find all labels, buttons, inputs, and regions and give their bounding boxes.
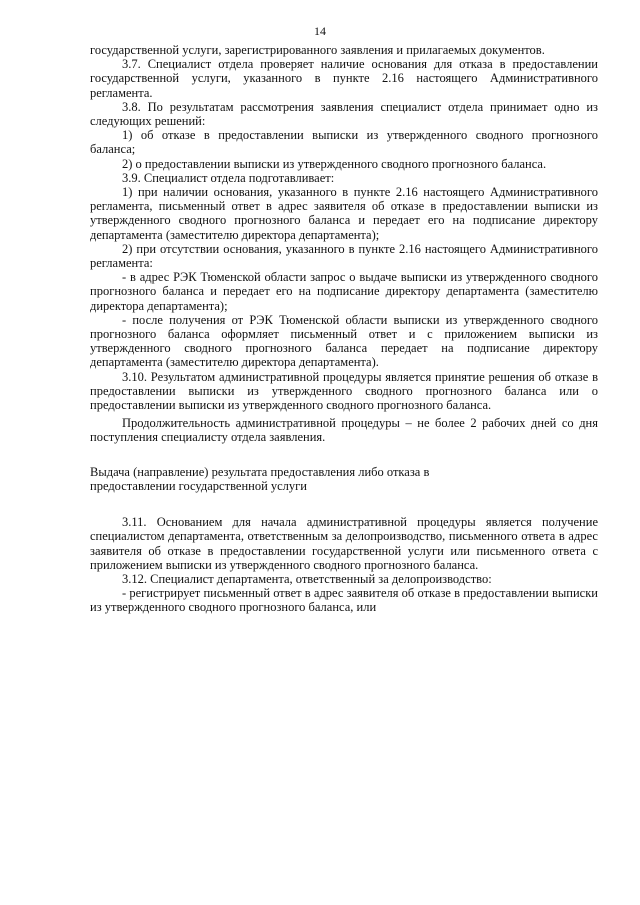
section-heading-line-1: Выдача (направление) результата предоставления либо отказа в (90, 464, 430, 479)
paragraph-3-9: 3.9. Специалист отдела подготавливает: (122, 170, 335, 185)
paragraph-3-8-item-2: 2) о предоставлении выписки из утвержденного сводного прогнозного баланса. (122, 156, 547, 171)
section-heading (90, 465, 598, 493)
paragraph-3-7: 3.7. Специалист отдела проверяет наличие основания для отказа в предоставлении государственной услуги, указанного в пункте 2.16 настоящего Административного регламента. (90, 57, 598, 100)
paragraph-3-9-dash-1: - в адрес РЭК Тюменской области запрос о выдаче выписки из утвержденного сводного прогнозного баланса и передает его на подписание директору департамента (заместителю директора департамента); (90, 270, 598, 313)
paragraph-3-12: 3.12. Специалист департамента, ответственный за делопроизводство: (122, 571, 492, 586)
document-body (90, 43, 598, 615)
paragraph-3-9-item-2: 2) при отсутствии основания, указанного в пункте 2.16 настоящего Административного регламента: (90, 241, 598, 271)
section-heading-line-2: предоставлении государственной услуги (90, 478, 307, 493)
paragraph-3-11: 3.11. Основанием для начала административной процедуры является получение специалистом департамента, ответственным за делопроизводство, письменного ответа в адрес заявителя об отказе в предоставлении государственной услуги или письменного ответа с приложением выписки из утвержденного сводного прогнозного баланса. (90, 515, 598, 572)
paragraph-continuation: государственной услуги, зарегистрированного заявления и прилагаемых документов. (90, 43, 545, 57)
paragraph-3-12-dash-1: - регистрирует письменный ответ в адрес заявителя об отказе в предоставлении выписки из утвержденного сводного прогнозного баланса, или (90, 586, 598, 615)
paragraph-3-9-item-1: 1) при наличии основания, указанного в пункте 2.16 настоящего Административного регламента, письменный ответ в адрес заявителя об отказе в предоставлении выписки из утвержденного сводного прогнозного баланса и передает его на подписание директору департамента (заместителю директора департамента); (90, 185, 598, 242)
paragraph-3-8: 3.8. По результатам рассмотрения заявления специалист отдела принимает одно из следующих решений: (90, 99, 598, 129)
paragraph-3-10: 3.10. Результатом административной процедуры является принятие решения об отказе в предоставлении выписки из утвержденного сводного прогнозного баланса или о предоставлении выписки из утвержденного сводного прогнозного баланса. (90, 369, 598, 413)
paragraph-3-9-dash-2: - после получения от РЭК Тюменской области выписки из утвержденного сводного прогнозного баланса оформляет письменный ответ и с приложением выписки из утвержденного сводного прогнозного баланса передает на подписание директору департамента (заместителю директора департамента). (90, 312, 598, 370)
paragraph-duration: Продолжительность административной процедуры – не более 2 рабочих дней со дня поступления специалисту отдела заявления. (90, 416, 598, 445)
paragraph-3-8-item-1: 1) об отказе в предоставлении выписки из утвержденного сводного прогнозного баланса; (90, 128, 598, 157)
page-number: 14 (314, 24, 326, 38)
